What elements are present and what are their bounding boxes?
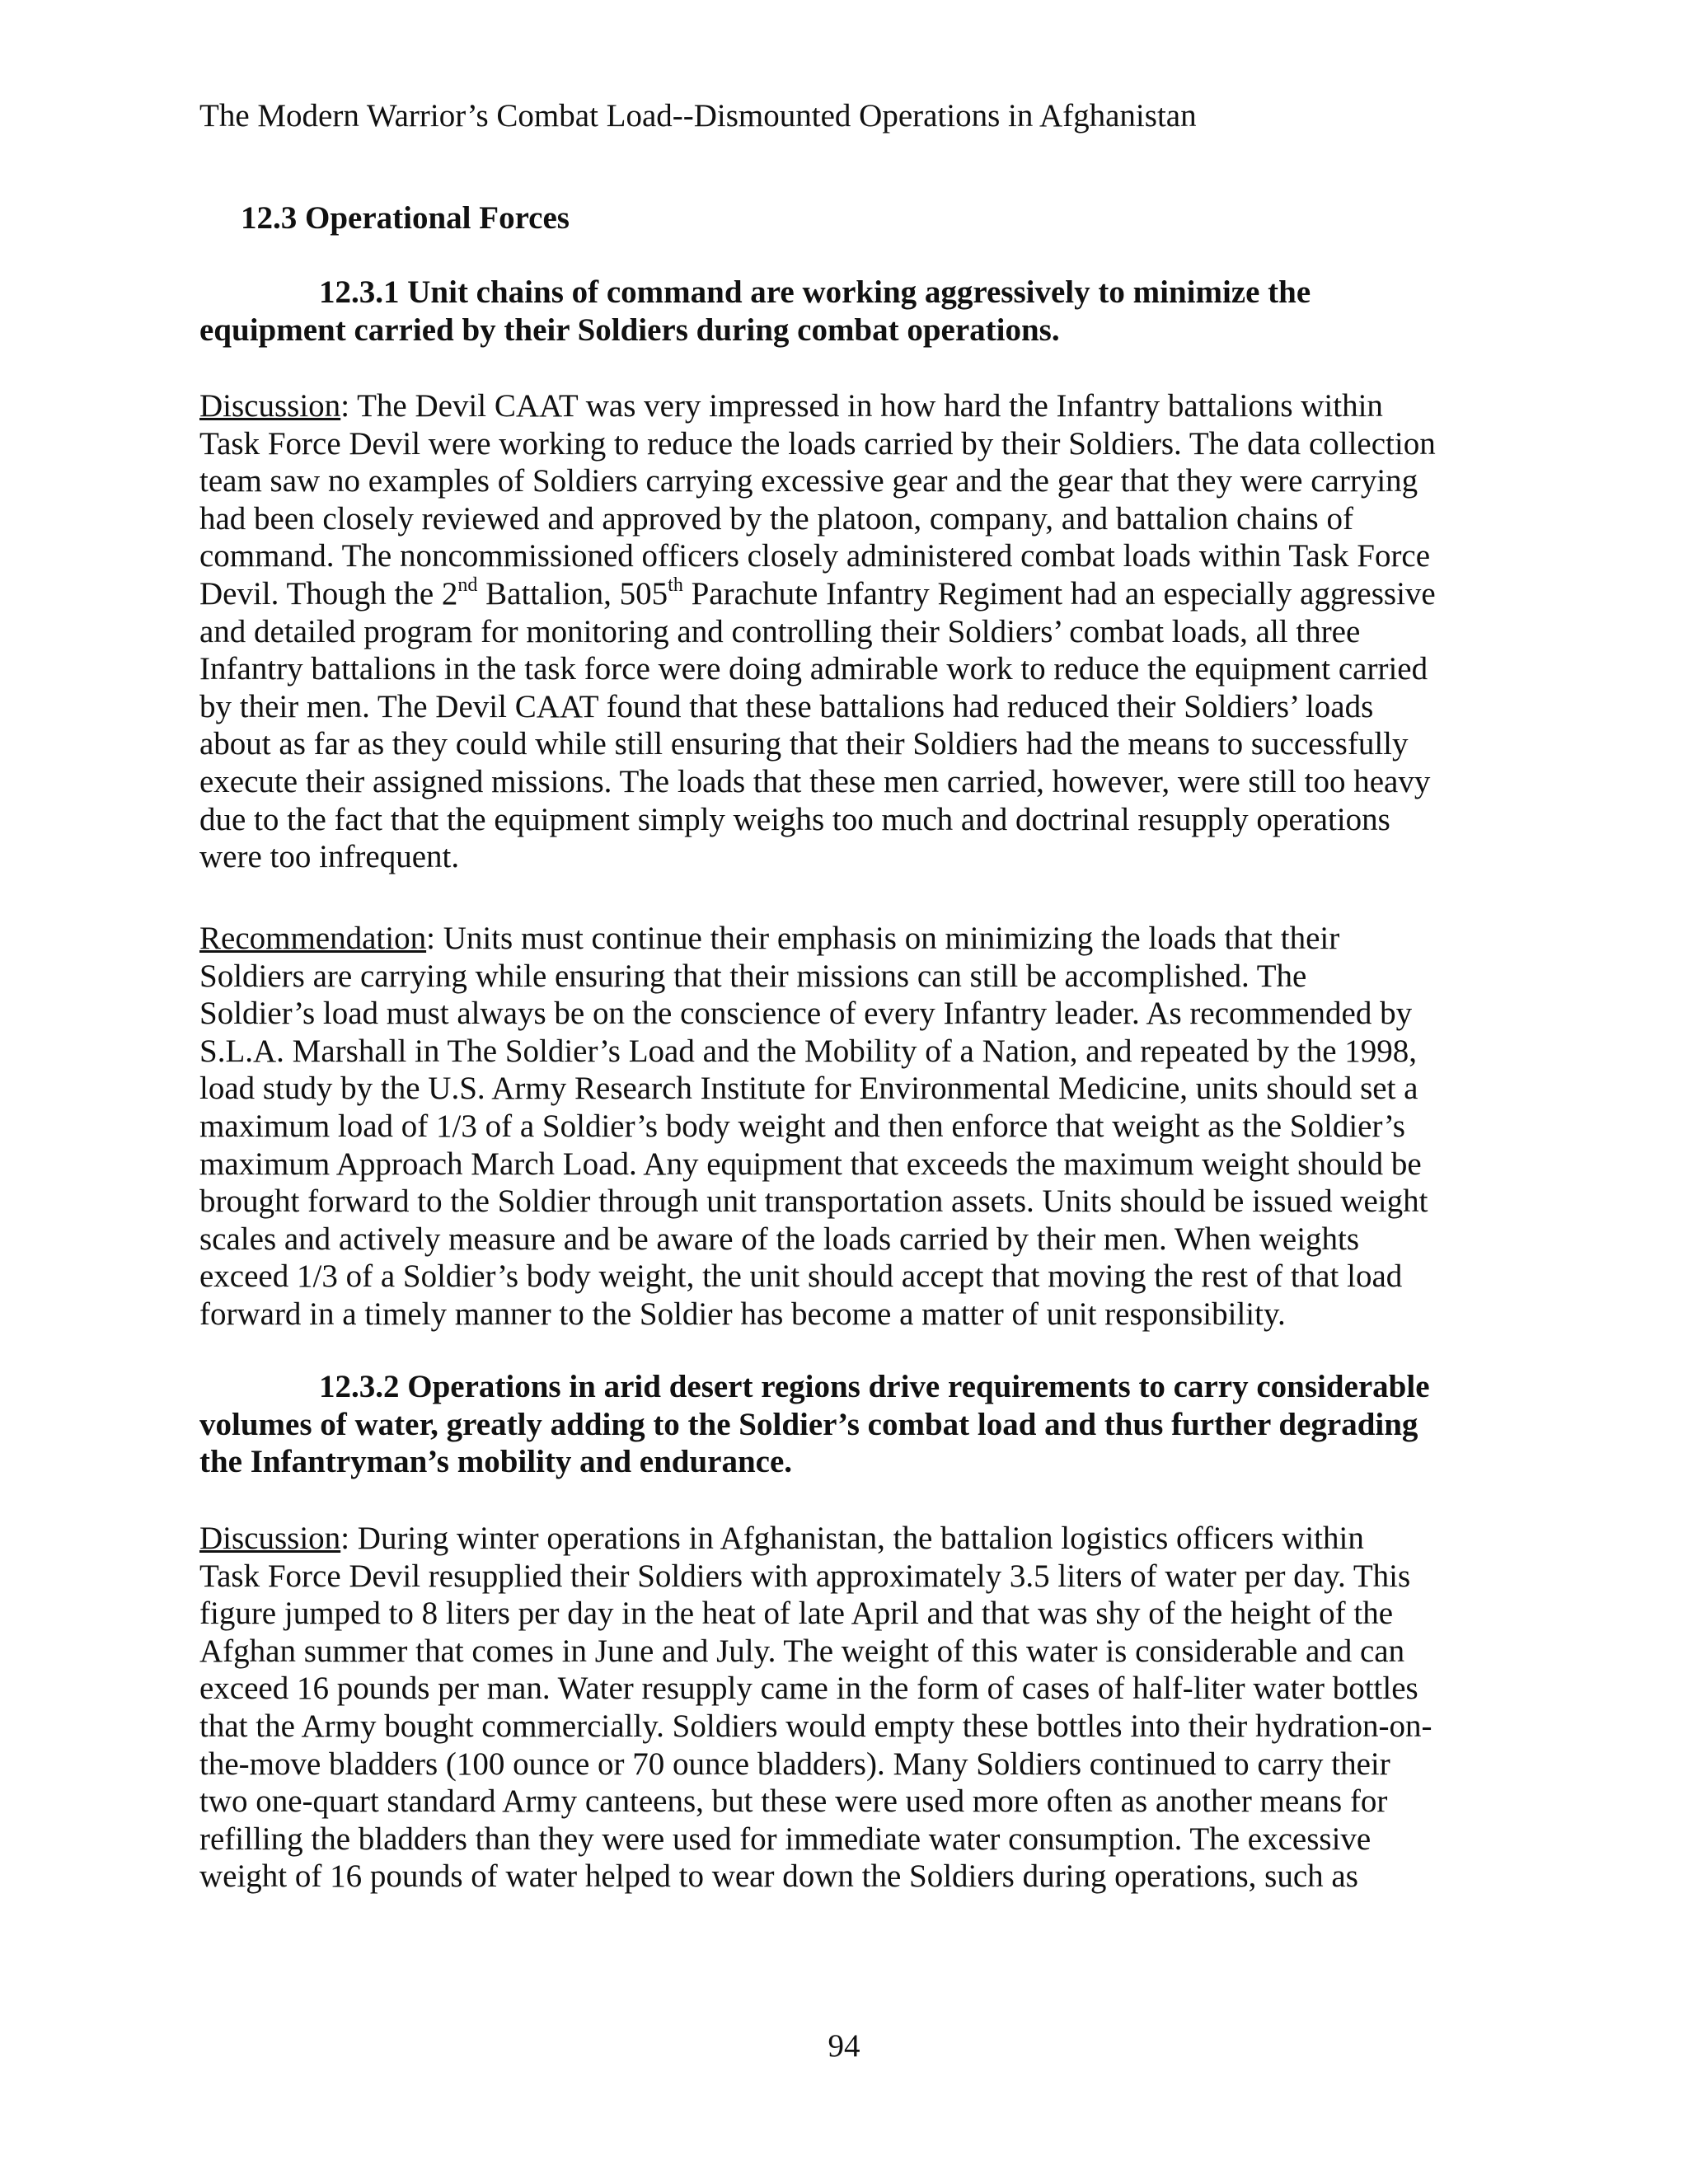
paragraph-line: exceed 16 pounds per man. Water resupply came in the form of cases of half-liter water bottles [199, 1671, 1418, 1707]
paragraph-line: maximum load of 1/3 of a Soldier’s body weight and then enforce that weight as the Soldier’s [199, 1108, 1405, 1144]
paragraph-line [199, 920, 1502, 958]
paragraph-line: load study by the U.S. Army Research Institute for Environmental Medicine, units should set a [199, 1071, 1418, 1107]
paragraph-text: Parachute Infantry Regiment had an especially aggressive [682, 575, 1436, 612]
finding-heading-line: the Infantryman’s mobility and endurance. [199, 1444, 793, 1480]
discussion-paragraph-2 [199, 1520, 1502, 1896]
paragraph-text: Battalion, 505 [477, 575, 668, 612]
paragraph-line: exceed 1/3 of a Soldier’s body weight, the unit should accept that moving the rest of that load [199, 1258, 1403, 1295]
paragraph-text: : During winter operations in Afghanistan, the battalion logistics officers within [340, 1521, 1364, 1556]
paragraph-line: the-move bladders (100 ounce or 70 ounce bladders). Many Soldiers continued to carry their [199, 1746, 1390, 1782]
paragraph-line: execute their assigned missions. The loads that these men carried, however, were still too heavy [199, 763, 1431, 799]
paragraph-line: brought forward to the Soldier through unit transportation assets. Units should be issued weight [199, 1183, 1428, 1220]
paragraph-line: due to the fact that the equipment simply weighs too much and doctrinal resupply operations [199, 801, 1390, 837]
recommendation-label: Recommendation [199, 921, 427, 956]
finding-heading-12-3-2 [199, 1368, 1502, 1481]
finding-heading-line: 12.3.1 Unit chains of command are working aggressively to minimize the [319, 274, 1311, 310]
paragraph-line: two one-quart standard Army canteens, but these were used more often as another means for [199, 1783, 1388, 1820]
finding-heading-12-3-1 [199, 274, 1502, 349]
ordinal-superscript: th [668, 574, 683, 596]
finding-heading-line: equipment carried by their Soldiers during combat operations. [199, 312, 1060, 348]
discussion-label: Discussion [199, 1521, 341, 1556]
paragraph-line: Soldiers are carrying while ensuring that their missions can still be accomplished. The [199, 958, 1307, 994]
paragraph-line: forward in a timely manner to the Soldier has become a matter of unit responsibility. [199, 1296, 1286, 1332]
paragraph-line: were too infrequent. [199, 839, 460, 875]
running-header: The Modern Warrior’s Combat Load--Dismounted Operations in Afghanistan [199, 98, 1197, 134]
recommendation-paragraph-1 [199, 920, 1502, 1333]
paragraph-line: weight of 16 pounds of water helped to wear down the Soldiers during operations, such as [199, 1858, 1358, 1895]
paragraph-line: Task Force Devil were working to reduce the loads carried by their Soldiers. The data collection [199, 425, 1436, 462]
paragraph-line: team saw no examples of Soldiers carrying excessive gear and the gear that they were carrying [199, 463, 1418, 499]
section-heading: 12.3 Operational Forces [241, 200, 570, 236]
paragraph-line [199, 575, 1502, 613]
paragraph-line: Afghan summer that comes in June and July. The weight of this water is considerable and can [199, 1633, 1405, 1669]
page-number: 94 [828, 2028, 860, 2064]
paragraph-line: that the Army bought commercially. Soldiers would empty these bottles into their hydration-on- [199, 1708, 1432, 1744]
paragraph-line: S.L.A. Marshall in The Soldier’s Load and the Mobility of a Nation, and repeated by the 1998, [199, 1033, 1418, 1069]
finding-heading-line: volumes of water, greatly adding to the Soldier’s combat load and thus further degrading [199, 1406, 1418, 1442]
discussion-paragraph-1 [199, 387, 1502, 876]
paragraph-line: scales and actively measure and be aware of the loads carried by their men. When weights [199, 1221, 1360, 1257]
paragraph-line: refilling the bladders than they were used for immediate water consumption. The excessive [199, 1821, 1372, 1857]
paragraph-line: Infantry battalions in the task force were doing admirable work to reduce the equipment carried [199, 651, 1428, 687]
paragraph-line: by their men. The Devil CAAT found that these battalions had reduced their Soldiers’ loads [199, 688, 1374, 724]
ordinal-superscript: nd [457, 574, 478, 596]
paragraph-line: Soldier’s load must always be on the conscience of every Infantry leader. As recommended by [199, 996, 1413, 1032]
paragraph-line: had been closely reviewed and approved by the platoon, company, and battalion chains of [199, 500, 1353, 537]
paragraph-line [199, 1520, 1502, 1558]
paragraph-line: command. The noncommissioned officers closely administered combat loads within Task Force [199, 538, 1431, 574]
paragraph-line [199, 387, 1502, 425]
paragraph-line: figure jumped to 8 liters per day in the heat of late April and that was shy of the height of the [199, 1596, 1394, 1632]
discussion-label: Discussion [199, 388, 341, 424]
paragraph-line: about as far as they could while still ensuring that their Soldiers had the means to successfully [199, 726, 1409, 762]
paragraph-text: : The Devil CAAT was very impressed in how hard the Infantry battalions within [340, 388, 1383, 424]
paragraph-line: Task Force Devil resupplied their Soldiers with approximately 3.5 liters of water per day. This [199, 1558, 1411, 1594]
finding-heading-line: 12.3.2 Operations in arid desert regions drive requirements to carry considerable [319, 1369, 1430, 1404]
paragraph-line: and detailed program for monitoring and controlling their Soldiers’ combat loads, all three [199, 613, 1361, 649]
paragraph-text: Devil. Though the 2 [199, 575, 458, 612]
paragraph-text: : Units must continue their emphasis on minimizing the loads that their [426, 921, 1340, 956]
paragraph-line: maximum Approach March Load. Any equipment that exceeds the maximum weight should be [199, 1146, 1422, 1182]
